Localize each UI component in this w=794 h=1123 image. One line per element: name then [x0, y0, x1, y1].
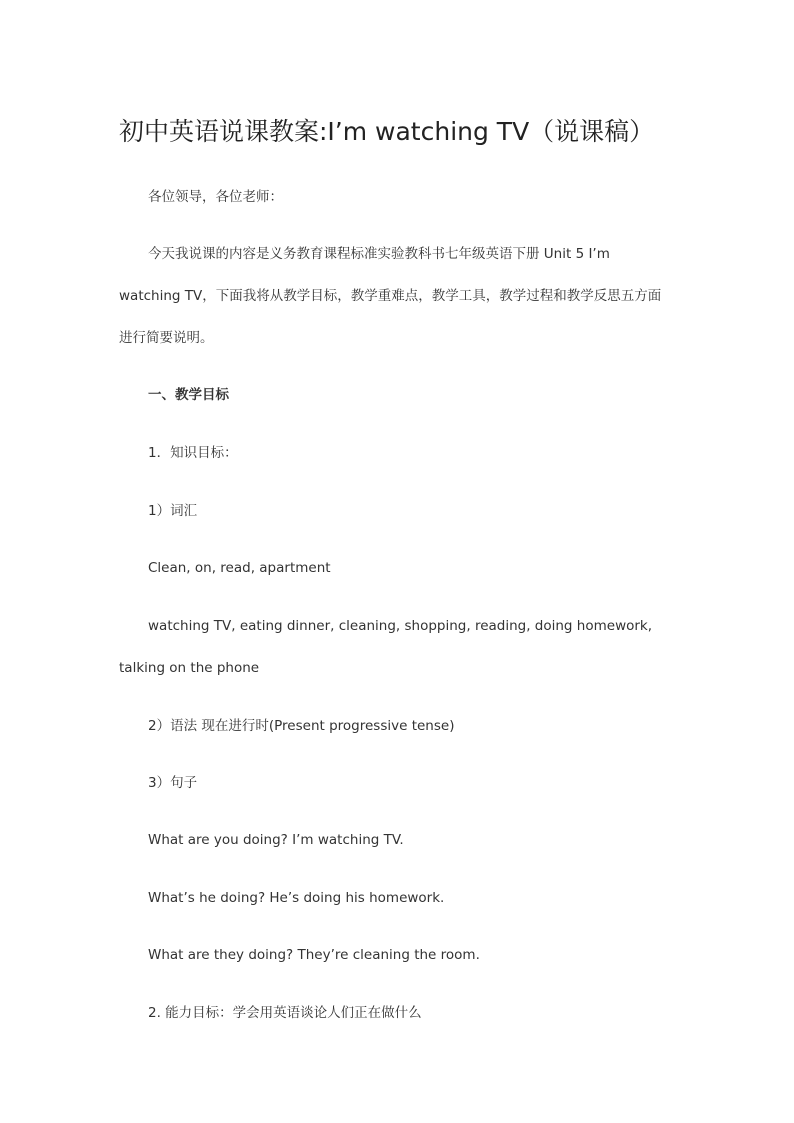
knowledge-goal-heading: 1．知识目标：	[148, 445, 238, 461]
intro-paragraph-line-2: watching TV，下面我将从教学目标，教学重难点，教学工具，教学过程和教学反思五方面	[119, 288, 662, 304]
vocabulary-phrases-line-1: watching TV, eating dinner, cleaning, shopping, reading, doing homework,	[148, 618, 653, 634]
sentence-heading: 3）句子	[148, 775, 198, 791]
example-sentence-3: What are they doing? They’re cleaning the room.	[148, 947, 480, 963]
grammar-heading: 2）语法 现在进行时(Present progressive tense)	[148, 718, 455, 734]
vocabulary-heading: 1）词汇	[148, 503, 198, 519]
example-sentence-2: What’s he doing? He’s doing his homework.	[148, 890, 445, 906]
greeting-text: 各位领导，各位老师：	[148, 189, 283, 205]
example-sentence-1: What are you doing? I’m watching TV.	[148, 832, 404, 848]
ability-goal-heading: 2. 能力目标：学会用英语谈论人们正在做什么	[148, 1005, 422, 1021]
intro-paragraph-line-3: 进行简要说明。	[119, 330, 214, 346]
section-heading-teaching-goals: 一、教学目标	[148, 387, 229, 403]
intro-paragraph-line-1: 今天我说课的内容是义务教育课程标准实验教科书七年级英语下册 Unit 5 I’m	[148, 246, 610, 262]
document-title: 初中英语说课教案:I’m watching TV（说课稿）	[119, 117, 655, 146]
vocabulary-words: Clean, on, read, apartment	[148, 560, 331, 576]
vocabulary-phrases-line-2: talking on the phone	[119, 660, 260, 676]
